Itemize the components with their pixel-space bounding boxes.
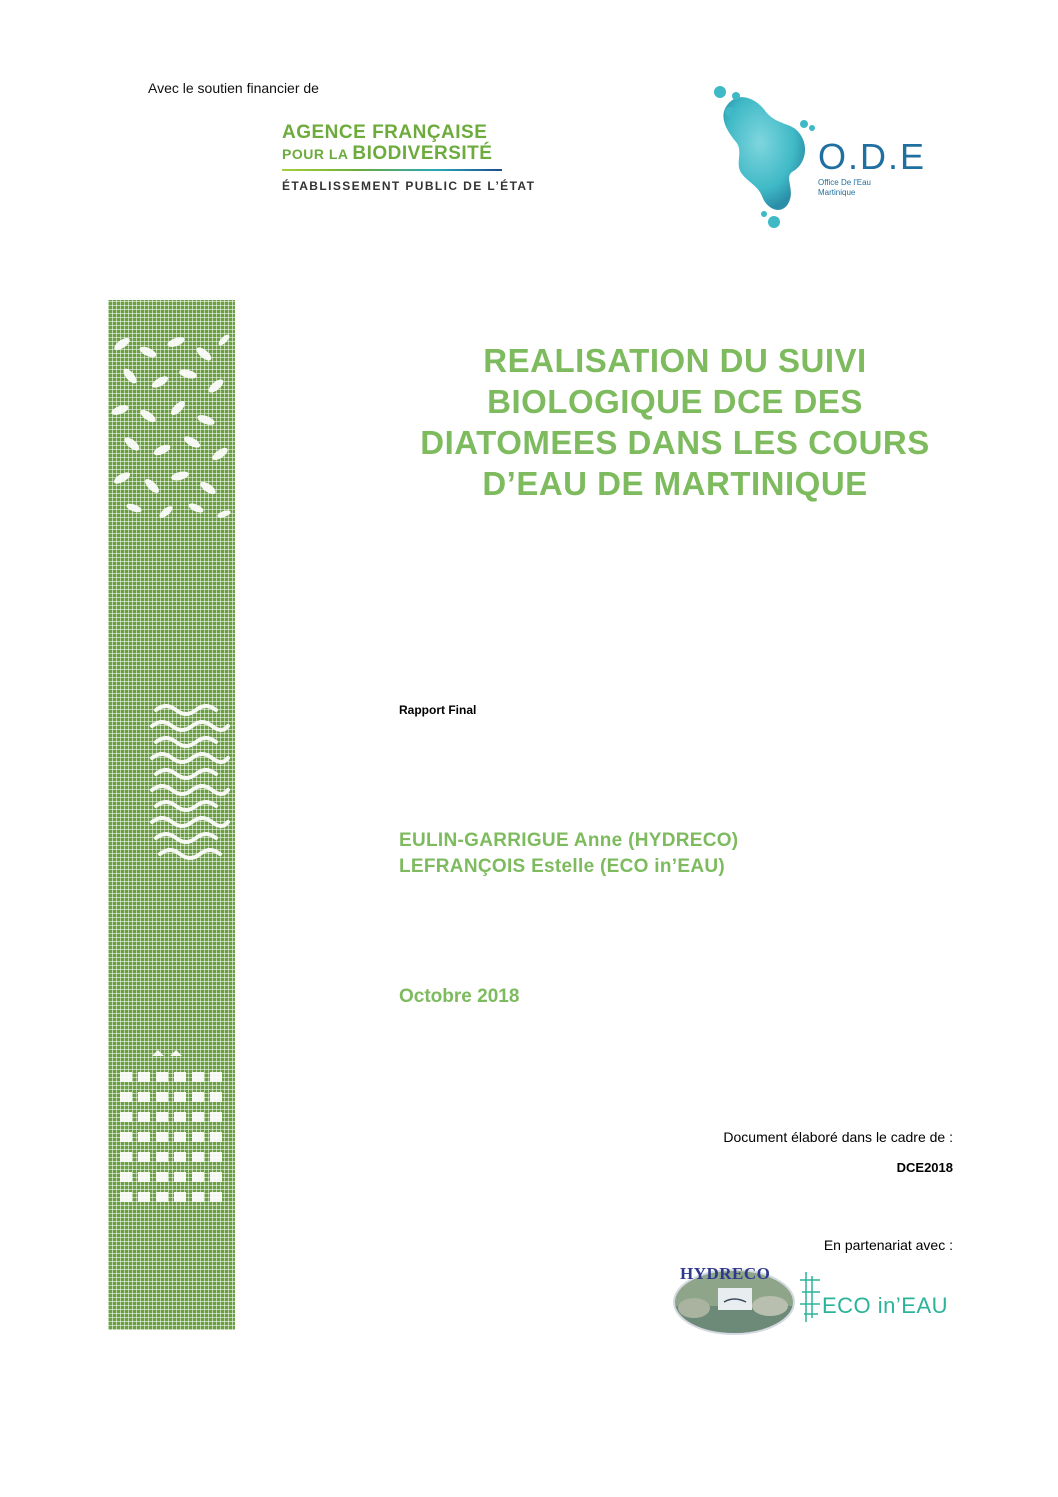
report-date: Octobre 2018 xyxy=(399,986,520,1007)
diatom-pattern-waves-icon xyxy=(108,700,235,870)
afb-logo xyxy=(282,122,536,193)
report-title-line: BIOLOGIQUE DCE DES xyxy=(487,383,863,420)
afb-logo-line2-big: BIODIVERSITÉ xyxy=(352,143,493,164)
report-title-line: D’EAU DE MARTINIQUE xyxy=(482,465,868,502)
afb-logo-divider xyxy=(282,169,502,171)
decorative-diatom-band xyxy=(108,300,235,1330)
afb-logo-line1: AGENCE FRANÇAISE xyxy=(282,122,488,143)
author-name: EULIN-GARRIGUE Anne (HYDRECO) xyxy=(399,830,739,851)
framework-value: DCE2018 xyxy=(896,1160,953,1175)
report-type: Rapport Final xyxy=(399,703,477,717)
ode-logo-subtitle-line1: Office De l'Eau xyxy=(818,178,871,187)
diatom-pattern-cells-icon xyxy=(108,1048,235,1218)
authors-block xyxy=(399,828,738,880)
partner-eco-in-eau-name: ECO in’EAU xyxy=(822,1293,949,1318)
author-name: LEFRANÇOIS Estelle (ECO in’EAU) xyxy=(399,856,726,877)
partner-hydreco-name: HYDRECO xyxy=(680,1264,771,1283)
partnership-label: En partenariat avec : xyxy=(823,1237,953,1253)
report-title xyxy=(390,340,960,504)
diatom-pattern-leaves-icon xyxy=(108,330,235,520)
framework-label: Document élaboré dans le cadre de : xyxy=(723,1129,953,1145)
afb-logo-line3: ÉTABLISSEMENT PUBLIC DE L’ÉTAT xyxy=(282,179,536,193)
ode-logo-name: O.D.E xyxy=(818,136,927,177)
afb-logo-line2 xyxy=(282,143,504,165)
ode-logo-subtitle xyxy=(818,178,908,198)
report-title-line: REALISATION DU SUIVI xyxy=(483,342,867,379)
water-splash-icon xyxy=(714,86,815,228)
ode-logo-subtitle-line2: Martinique xyxy=(818,188,856,197)
report-title-line: DIATOMEES DANS LES COURS xyxy=(420,424,930,461)
funding-label: Avec le soutien financier de xyxy=(148,80,319,96)
afb-logo-line2-small: POUR LA xyxy=(282,146,348,162)
